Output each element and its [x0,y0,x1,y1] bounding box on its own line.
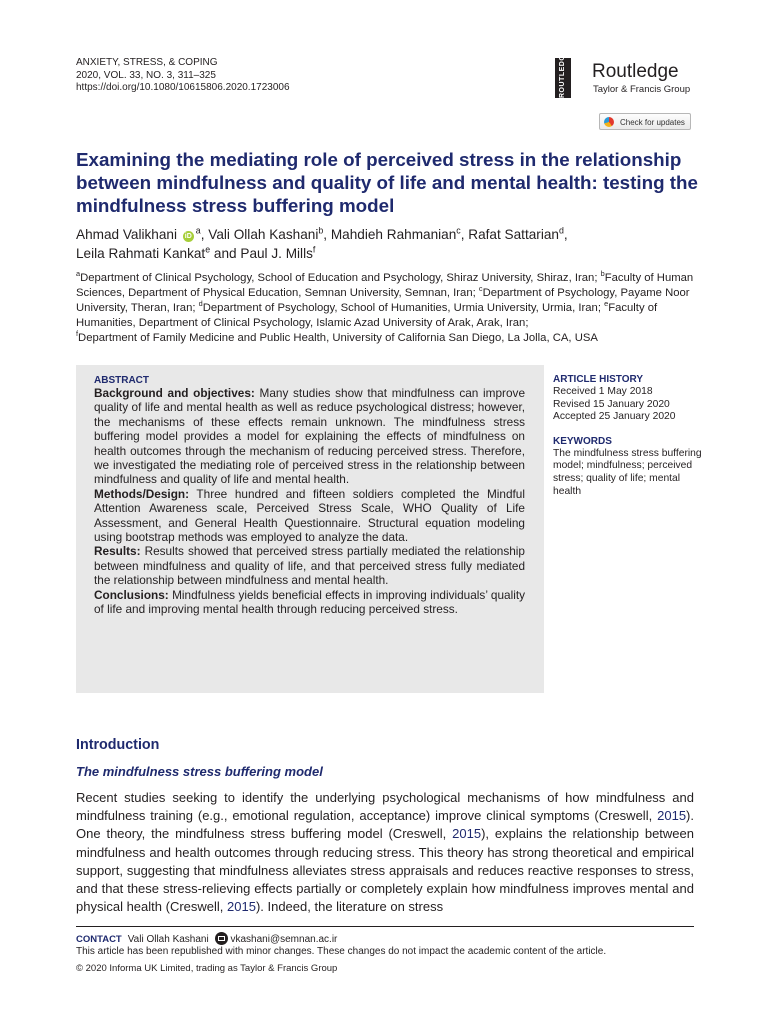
author-list: Ahmad Valikhani $iD^a$, Vali Ollah Kashani$^b$, Mahdieh Rahmanian$^c$, Rafat Sattarian$^d$, Leila Rahmati Kankat$^e$ and Paul J. Mills$^f$ [76,225,568,261]
affiliation-text: Faculty of Humanities, Department of Clinical Psychology, Islamic Azad University of Arak, Arak, Iran; [76,302,658,329]
author-name[interactable]: Leila Rahmati Kankat [76,245,206,261]
affiliation-text: Faculty of Human Sciences, Department of Physical Education, Semnan University, Semnan, Iran; [76,272,694,299]
affiliation-mark: d [198,299,203,309]
citation-link[interactable]: 2015 [452,826,482,842]
publisher-subtitle: Taylor & Francis Group [593,84,691,95]
abstract-conclusions-label: Conclusions: [94,587,169,602]
author-name[interactable]: Rafat Sattarian [468,227,559,242]
abstract-content [94,375,525,617]
author-name[interactable]: Mahdieh Rahmanian [330,227,457,242]
article-sidebar [553,374,703,498]
abstract-label: ABSTRACT [94,375,149,386]
paragraph-text: ). One theory, the mindfulness stress buffering model (Creswell, [76,808,694,842]
author-affiliation-mark: a [195,225,201,236]
affiliation-mark: b [600,269,605,279]
abstract-results-text: Results showed that perceived stress partially mediated the relationship between mindfulness and quality of life, and that perceived stress fully mediated the relationship between mindfulness and mental health. [94,544,525,588]
abstract-conclusions [94,588,525,617]
check-for-updates-label: Check for updates [620,118,685,127]
affiliation-text: Department of Clinical Psychology, School of Education and Psychology, Shiraz University, Shiraz, Iran; [80,272,601,284]
abstract-methods-text: Three hundred and fifteen soldiers completed the Mindful Attention Awareness scale, Perceived Stress Scale, WHO Quality of Life Assessment, and General Health Questionnaire. Structural equation modeling using bootstrap methods was employed to analyze the data. [94,486,525,545]
intro-paragraph [76,789,694,916]
volume-line: 2020, VOL. 33, NO. 3, 311–325 [76,69,216,81]
affiliation-mark: c [478,284,483,294]
abstract-methods [94,487,525,545]
contact-label: CONTACT [76,934,122,945]
revised-date: Revised 15 January 2020 [553,398,670,410]
keywords-label: KEYWORDS [553,435,612,447]
abstract-background-text: Many studies show that mindfulness can improve quality of life and mental health as well as reduce psychological distress; however, the mechanisms of these effects remain unknown. The mindfulness stress buffering model provides a model for explaining the effects of mindfulness on health outcomes through the mechanism of reducing perceived stress. Therefore, we investigated the mediating role of perceived stress in the relationship between mindfulness and quality of life and mental health. [94,386,526,487]
orcid-icon[interactable]: iD [184,233,192,240]
section-heading: Introduction [76,737,160,753]
citation-link[interactable]: 2015 [657,808,687,824]
affiliation-text: Department of Family Medicine and Public Health, University of California San Diego, La Jolla, CA, USA [78,332,598,344]
contact-email[interactable]: vkashani@semnan.ac.ir [230,934,338,945]
citation-link[interactable]: 2015 [227,899,256,915]
routledge-mark-icon: ROUTLEDGE [555,58,571,98]
footer-divider [76,926,694,927]
check-for-updates-button[interactable] [599,113,691,130]
journal-name: ANXIETY, STRESS, & COPING [76,57,218,68]
abstract-conclusions-text: Mindfulness yields beneficial effects in improving individuals’ quality of life and improving mental health through reducing perceived stress. [94,587,525,617]
author-affiliation-mark: c [456,225,461,236]
abstract-background-label: Background and objectives: [94,386,255,400]
keywords-text: The mindfulness stress buffering model; mindfulness; perceived stress; quality of life; mental health [553,447,702,497]
article-history-label: ARTICLE HISTORY [553,374,644,385]
republished-note: This article has been republished with minor changes. These changes do not impact the academic content of the article. [76,946,607,957]
author-affiliation-mark: d [558,225,564,236]
contact-line [76,932,337,946]
article-title: Examining the mediating role of perceived stress in the relationship between mindfulness and quality of life and mental health: testing the mindfulness stress buffering model [76,149,698,216]
abstract-background [94,386,525,487]
paragraph-text: ). Indeed, the literature on stress [255,899,444,915]
paragraph-text: Recent studies seeking to identify the underlying psychological mechanisms of how mindfulness and mindfulness training (e.g., emotional regulation, acceptance) improve clinical symptoms (Creswell, [76,790,694,824]
affiliation-mark: e [604,299,609,309]
accepted-date: Accepted 25 January 2020 [553,411,676,423]
publisher-name: Routledge [592,61,679,82]
journal-info [76,57,290,95]
crossmark-icon [604,117,614,127]
doi-link[interactable]: https://doi.org/10.1080/10615806.2020.1723006 [76,82,290,93]
abstract-box [76,365,544,693]
affiliations [76,271,702,346]
author-name[interactable]: Paul J. Mills [240,245,313,261]
affiliation-mark: f [76,329,79,339]
received-date: Received 1 May 2018 [553,386,653,397]
paragraph-text: ), explains the relationship between mindfulness and health outcomes through reducing stress. This theory has strong theoretical and empirical support, suggesting that mindfulness alleviates stress appraisals and reduces reactive responses to stress, and that these stress-relieving effects partially or completely explain how mindfulness improves mental and physical health (Creswell, [76,826,694,915]
abstract-results [94,544,525,587]
author-name[interactable]: Vali Ollah Kashani [208,227,319,242]
email-icon [215,932,228,945]
author-affiliation-mark: f [312,243,316,254]
affiliation-text: Department of Psychology, School of Humanities, Urmia University, Urmia, Iran; [202,302,605,314]
author-name[interactable]: Ahmad Valikhani [76,227,178,242]
subsection-heading: The mindfulness stress buffering model [76,764,323,779]
affiliation-mark: a [76,269,81,279]
publisher-logo [555,49,695,100]
author-affiliation-mark: e [205,243,211,254]
affiliation-text: Department of Psychology, Payame Noor University, Theran, Iran; [76,287,690,314]
contact-name: Vali Ollah Kashani [127,934,209,945]
author-affiliation-mark: b [318,225,324,236]
abstract-results-label: Results: [94,544,141,559]
abstract-methods-label: Methods/Design: [94,486,190,501]
copyright: © 2020 Informa UK Limited, trading as Taylor & Francis Group [76,963,338,974]
